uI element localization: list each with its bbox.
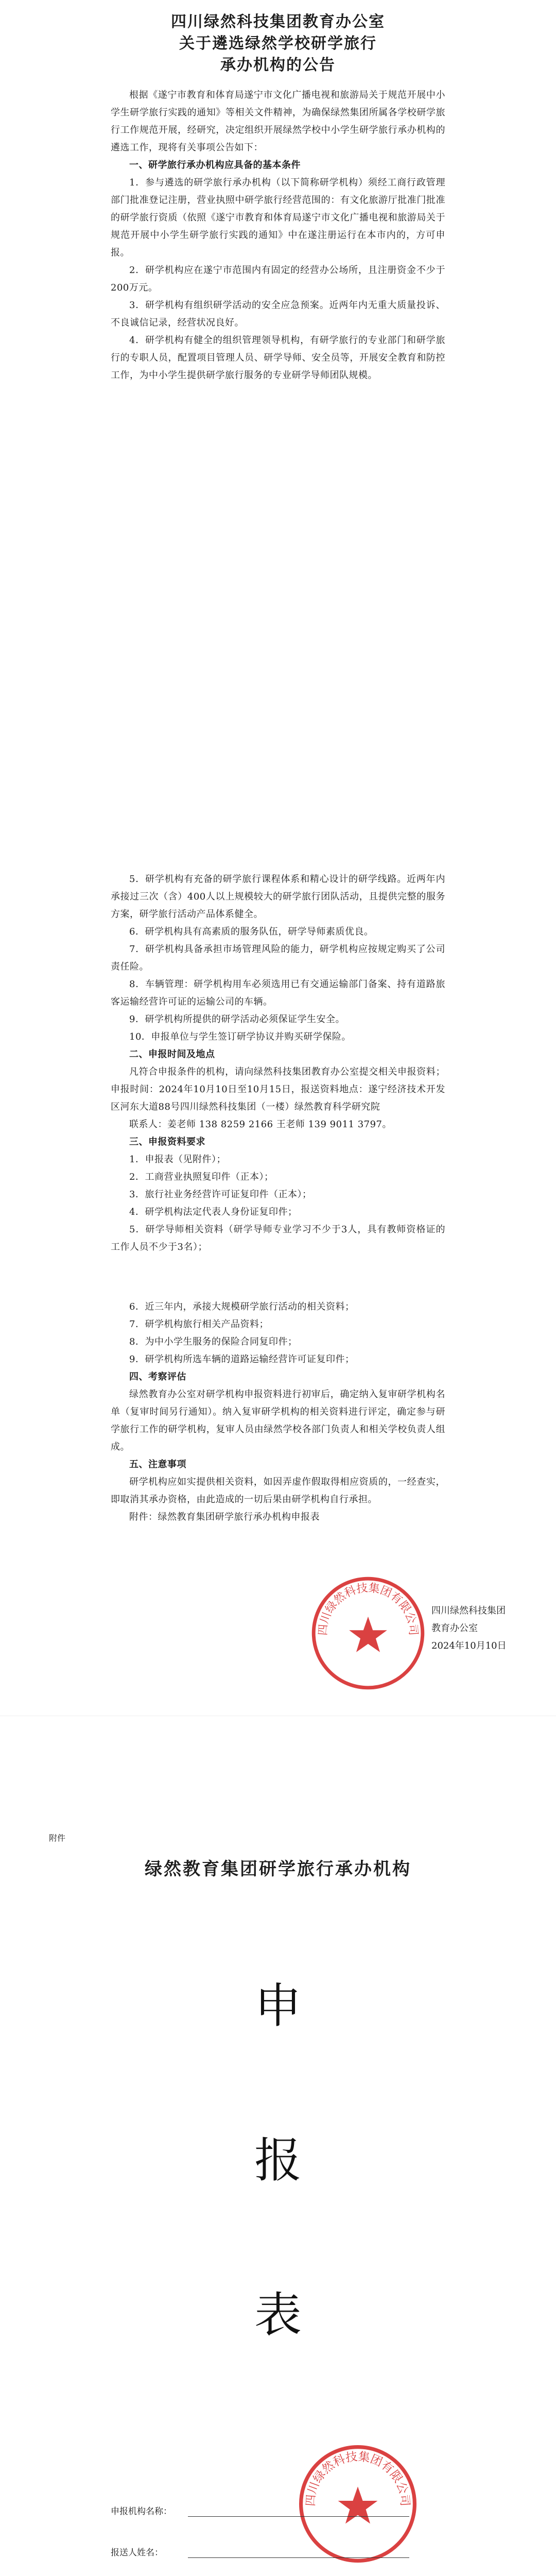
- requirement-item: 6．研学机构具有高素质的服务队伍，研学导师素质优良。: [129, 926, 374, 937]
- form-cover-char: 报: [254, 2133, 302, 2188]
- org-name-line[interactable]: [188, 2505, 409, 2517]
- requirement-item: 10．申报单位与学生签订研学协议并购买研学保险。: [129, 1031, 351, 1042]
- title-line-2: 关于遴选绿然学校研学旅行: [179, 35, 377, 53]
- requirement-item: 7．研学机构具备承担市场管理风险的能力，研学机构应按规定购买了公司责任险。: [111, 944, 445, 972]
- signature-org-line-1: 四川绿然科技集团: [431, 1605, 506, 1616]
- material-item: 8．为中小学生服务的保险合同复印件；: [129, 1336, 298, 1347]
- material-item: 7．研学机构旅行相关产品资料；: [129, 1319, 269, 1330]
- material-item: 4．研学机构法定代表人身份证复印件；: [129, 1207, 298, 1217]
- material-item: 9．研学机构所选车辆的道路运输经营许可证复印件；: [129, 1354, 355, 1365]
- material-item: 6．近三年内，承接大规模研学旅行活动的相关资料；: [129, 1301, 355, 1312]
- section-3-heading: 三、申报资料要求: [129, 1137, 205, 1147]
- notes-text: 研学机构应如实提供相关资料，如因弄虚作假取得相应资质的，一经查实，即取消其承办资格，由此造成的一切后果由研学机构自行承担。: [111, 1477, 445, 1505]
- material-item: 2．工商营业执照复印件（正本）；: [129, 1172, 274, 1182]
- attachment-label: 附件: [49, 1833, 66, 1843]
- form-cover-char: 表: [254, 2287, 302, 2343]
- signature-block: [431, 1602, 507, 1655]
- requirement-item: 3．研学机构有组织研学活动的安全应急预案。近两年内无重大质量投诉、不良诚信记录，经营状况良好。: [111, 300, 445, 328]
- svg-text:四川绿然科技集团有限公司: 四川绿然科技集团有限公司: [316, 1581, 420, 1636]
- requirement-item: 8．车辆管理：研学机构用车必须选用已有交通运输部门备案、持有道路旅客运输经营许可证的运输公司的车辆。: [111, 979, 445, 1007]
- requirement-item: 4．研学机构有健全的组织管理领导机构，有研学旅行的专业部门和研学旅行的专职人员，配置项目管理人员、研学导师、安全员等，开展安全教育和防控工作，为中小学生提供研学旅行服务的专业研学导师团队规模。: [111, 335, 445, 381]
- requirement-item: 5．研学机构有充备的研学旅行课程体系和精心设计的研学线路。近两年内承接过三次（含）400人以上规模较大的研学旅行团队活动，且提供完整的服务方案，研学旅行活动产品体系健全。: [111, 874, 445, 920]
- announcement-body-part-2: [111, 871, 445, 1256]
- material-item: 3．旅行社业务经营许可证复印件（正本）；: [129, 1189, 312, 1200]
- attachment-note: 附件：绿然教育集团研学旅行承办机构申报表: [129, 1512, 320, 1522]
- section-1-heading: 一、研学旅行承办机构应具备的基本条件: [129, 160, 301, 171]
- intro-paragraph: 根据《遂宁市教育和体育局遂宁市文化广播电视和旅游局关于规范开展中小学生研学旅行实践的通知》等相关文件精神，为确保绿然集团所属各学校研学旅行工作规范开展，经研究，决定组织开展绿然学校中小学生研学旅行承办机构的遴选工作，现将有关事项公告如下：: [111, 90, 445, 153]
- submission-info: 凡符合申报条件的机构，请向绿然科技集团教育办公室提交相关申报资料；申报时间：2024年10月10日至10月15日，报送资料地点：遂宁经济技术开发区河东大道88号四川绿然科技集团（一楼）绿然教育科学研究院: [111, 1066, 445, 1112]
- svg-text:四川绿然科技集团有限公司: 四川绿然科技集团有限公司: [304, 2450, 412, 2507]
- form-cover-char: 申: [254, 1978, 302, 2033]
- contact-info: 联系人：姜老师 138 8259 2166 王老师 139 9011 3797。: [129, 1119, 392, 1130]
- requirement-item: 1．参与遴选的研学旅行承办机构（以下简称研学机构）须经工商行政管理部门批准登记注册，营业执照中研学旅行经营范围的：有文化旅游厅批准门批准的研学旅行资质（依照《遂宁市教育和体育局遂宁市文化广播电视和旅游局关于规范开展中小学生研学旅行实践的通知》中在遂注册运行在本市内的，方可申报。: [111, 177, 445, 258]
- section-5-heading: 五、注意事项: [129, 1459, 186, 1470]
- fill-submitter: 报送人姓名：: [111, 2545, 409, 2558]
- title-line-3: 承办机构的公告: [220, 56, 336, 74]
- official-seal-icon: [309, 1574, 427, 1692]
- requirement-item: 2．研学机构应在遂宁市范围内有固定的经营办公场所，且注册资金不少于200万元。: [111, 265, 445, 293]
- fill-org-name: 申报机构名称：: [111, 2504, 409, 2517]
- announcement-body-part-1: [111, 87, 445, 384]
- submitter-line[interactable]: [188, 2546, 409, 2558]
- evaluation-text: 绿然教育办公室对研学机构申报资料进行初审后，确定纳入复审研学机构名单（复审时间另行通知）。纳入复审研学机构的相关资料进行评定，确定参与研学旅行工作的研学机构，复审人员由绿然学校各部门负责人和相关学校负责人组成。: [111, 1389, 445, 1452]
- material-item: 5．研学导师相关资料（研学导师专业学习不少于3人，具有教师资格证的工作人员不少于3名）；: [111, 1224, 445, 1252]
- title-line-1: 四川绿然科技集团教育办公室: [171, 13, 385, 31]
- section-4-heading: 四、考察评估: [129, 1371, 186, 1382]
- announcement-title: [0, 11, 556, 76]
- announcement-body-part-3: [111, 1298, 445, 1526]
- form-title: 绿然教育集团研学旅行承办机构: [145, 1859, 411, 1879]
- signature-org-line-2: 教育办公室: [431, 1623, 478, 1634]
- material-item: 1．申报表（见附件）；: [129, 1154, 226, 1165]
- section-2-heading: 二、申报时间及地点: [129, 1049, 215, 1060]
- requirement-item: 9．研学机构所提供的研学活动必须保证学生安全。: [129, 1014, 345, 1025]
- signature-date: 2024年10月10日: [431, 1640, 507, 1651]
